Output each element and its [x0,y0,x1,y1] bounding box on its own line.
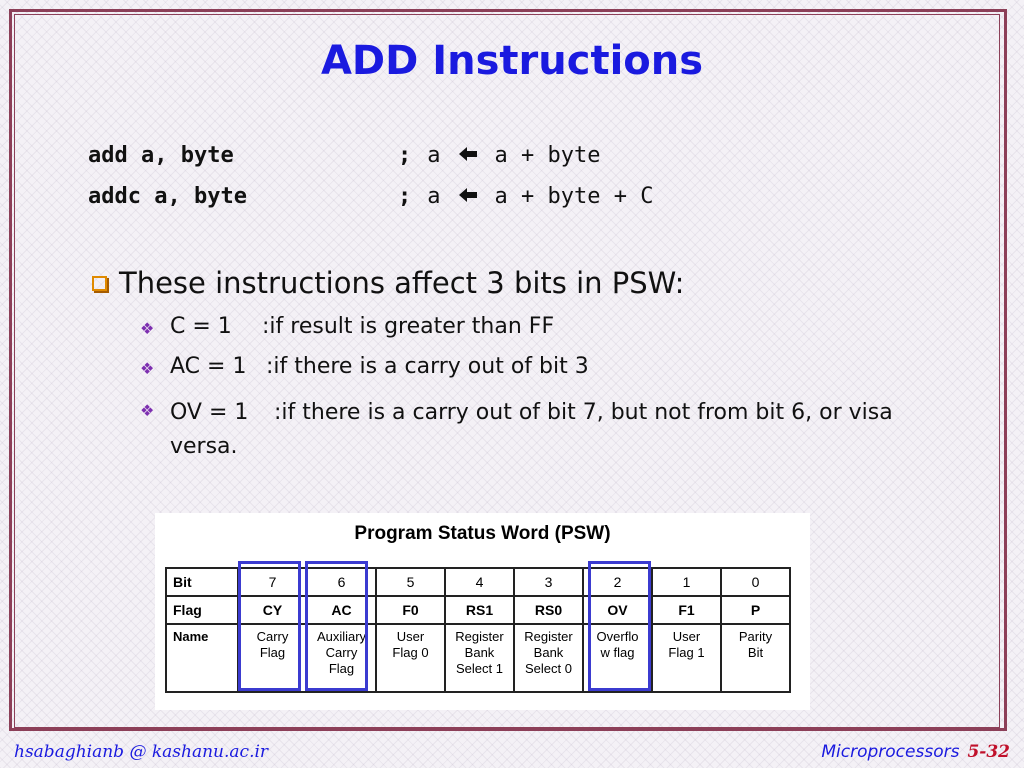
slide-title: ADD Instructions [320,38,704,84]
flag-cell: RS1 [445,596,514,624]
name-line: User [672,629,701,644]
name-cell [514,624,583,692]
bit-cell: 4 [445,568,514,596]
name-cell [445,624,514,692]
name-line: User [396,629,425,644]
comment-lhs: a [427,143,441,168]
name-line: Carry [325,645,358,660]
main-bullet [92,266,684,300]
name-line: Select 1 [456,661,503,676]
name-line: Auxiliary [316,629,367,644]
sub-bullet-text: :if there is a carry out of bit 7, but not from bit 6, or visa versa. [170,400,893,459]
row-header-flag: Flag [166,596,238,624]
bit-cell: 3 [514,568,583,596]
bit-cell: 6 [307,568,376,596]
name-line: Parity [738,629,773,644]
bit-cell: 7 [238,568,307,596]
name-line: Overflo [596,629,639,644]
four-diamond-icon: ❖ [140,401,155,420]
bit-cell: 2 [583,568,652,596]
bit-cell: 5 [376,568,445,596]
sub-bullet-text: :if there is a carry out of bit 3 [266,354,589,379]
footer-course: Microprocessors [821,742,960,762]
comment-rhs: a + byte [494,143,601,168]
row-header-name: Name [166,624,238,692]
left-arrow-icon [457,184,479,209]
sub-bullet-ac [140,354,930,384]
row-header-bit: Bit [166,568,238,596]
name-line: Bank [464,645,495,660]
name-line: Bit [747,645,764,660]
name-cell [376,624,445,692]
code-line-add [88,143,600,168]
sub-bullet-label: AC = 1 [170,354,247,379]
name-line: Flag 0 [392,645,429,660]
name-cell [652,624,721,692]
flag-cell: AC [307,596,376,624]
psw-title: Program Status Word (PSW) [354,523,611,544]
comment-lhs: a [427,184,441,209]
flag-cell: RS0 [514,596,583,624]
four-diamond-icon: ❖ [140,319,155,338]
sub-bullet-label: C = 1 [170,314,232,339]
sub-bullet-ov [140,396,930,464]
instruction: addc a, byte [88,184,247,209]
highlight-cy-column [238,561,301,691]
flag-cell: F0 [376,596,445,624]
name-line: w flag [600,645,635,660]
comment-rhs: a + byte + C [494,184,654,209]
left-arrow-icon [457,143,479,168]
comment-semicolon: ; [398,184,412,209]
flag-cell: P [721,596,790,624]
bit-cell: 1 [652,568,721,596]
footer-author: hsabaghianb @ kashanu.ac.ir [14,742,269,762]
name-line: Flag [328,661,355,676]
slide-number: 5-32 [967,742,1010,762]
footer-right [821,742,1010,762]
name-cell [721,624,790,692]
instruction: add a, byte [88,143,234,168]
name-line: Register [524,629,573,644]
main-bullet-text: These instructions affect 3 bits in PSW: [119,266,685,300]
name-line: Flag 1 [668,645,705,660]
name-line: Register [455,629,504,644]
comment-semicolon: ; [398,143,412,168]
four-diamond-icon: ❖ [140,359,155,378]
name-line: Carry [256,629,289,644]
flag-cell: CY [238,596,307,624]
psw-figure [155,513,810,710]
code-line-addc [88,184,653,209]
flag-cell: OV [583,596,652,624]
name-line: Select 0 [525,661,572,676]
flag-cell: F1 [652,596,721,624]
name-line: Flag [259,645,286,660]
highlight-ov-column [588,561,651,691]
bit-cell: 0 [721,568,790,596]
name-line: Bank [533,645,564,660]
sub-bullet-text: :if result is greater than FF [262,314,555,339]
instruction-comment [398,184,653,209]
square-checkbox-icon [92,276,107,291]
highlight-ac-column [305,561,368,691]
instruction-comment [398,143,600,168]
sub-bullet-c [140,314,930,344]
sub-bullet-label: OV = 1 [170,400,249,425]
